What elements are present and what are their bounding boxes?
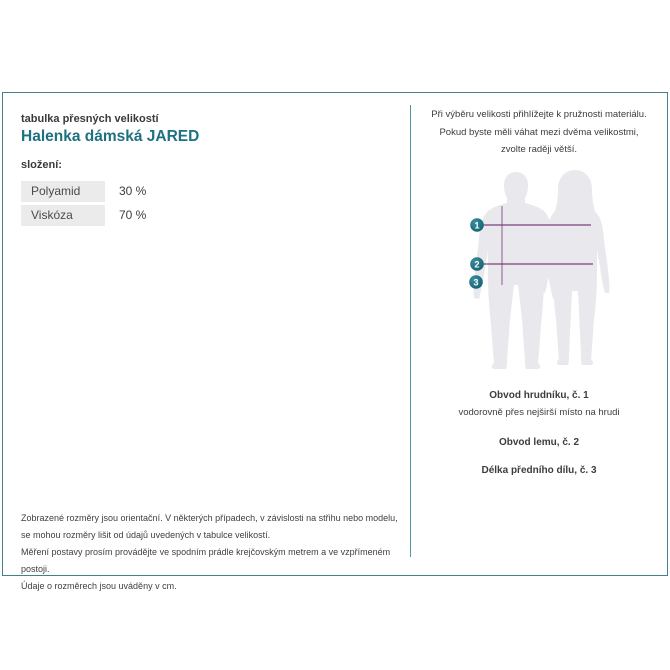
- disclaimer-line: se mohou rozměry lišit od údajů uvedených v tabulce velikostí.: [21, 530, 271, 540]
- product-info-column: [3, 93, 410, 591]
- size-chart-panel: [2, 92, 668, 591]
- measure-badge-2: [470, 257, 484, 271]
- material-cell: Viskóza: [21, 205, 105, 226]
- measurement-note: vodorovně přes nejširší místo na hrudi: [458, 407, 620, 418]
- table-row: [21, 181, 261, 202]
- composition-heading: složení:: [21, 159, 62, 171]
- measurement-label: Obvod lemu, č. 2: [498, 437, 580, 448]
- svg-text:2: 2: [474, 259, 480, 270]
- measurement-legend: [411, 390, 667, 477]
- sizing-advice-line: Při výběru velikosti přihlížejte k pružnosti materiálu.: [431, 109, 647, 120]
- svg-text:1: 1: [474, 220, 480, 231]
- measure-badge-1: [470, 218, 484, 232]
- percent-cell: 30 %: [119, 184, 147, 198]
- measure-badge-3: [469, 275, 483, 289]
- table-subtitle: tabulka přesných velikostí: [21, 113, 159, 125]
- measurement-label: Obvod hrudníku, č. 1: [489, 390, 589, 401]
- product-title: Halenka dámská JARED: [21, 128, 200, 145]
- silhouettes-figure: [455, 161, 633, 377]
- disclaimer-line: Údaje o rozměrech jsou uváděny v cm.: [21, 581, 177, 591]
- table-row: [21, 205, 261, 226]
- disclaimer-line: Měření postavy prosím provádějte ve spodním prádle krejčovským metrem a ve vzpřímeném postoji.: [21, 547, 391, 574]
- sizing-advice-line: Pokud byste měli váhat mezi dvěma velikostmi,: [439, 126, 639, 138]
- disclaimer-text: [21, 510, 401, 595]
- material-cell: Polyamid: [21, 181, 105, 202]
- body-measurement-diagram: [455, 161, 633, 377]
- disclaimer-line: Zobrazené rozměry jsou orientační. V některých případech, v závislosti na střihu nebo modelu,: [21, 513, 398, 523]
- measurement-label: Délka předního dílu, č. 3: [481, 465, 597, 476]
- percent-cell: 70 %: [119, 208, 147, 222]
- sizing-advice-text: [415, 106, 663, 159]
- measurement-guide-column: [411, 93, 667, 575]
- sizing-advice-line: zvolte raději větší.: [500, 144, 578, 155]
- composition-table: [21, 181, 261, 229]
- svg-text:3: 3: [473, 277, 479, 288]
